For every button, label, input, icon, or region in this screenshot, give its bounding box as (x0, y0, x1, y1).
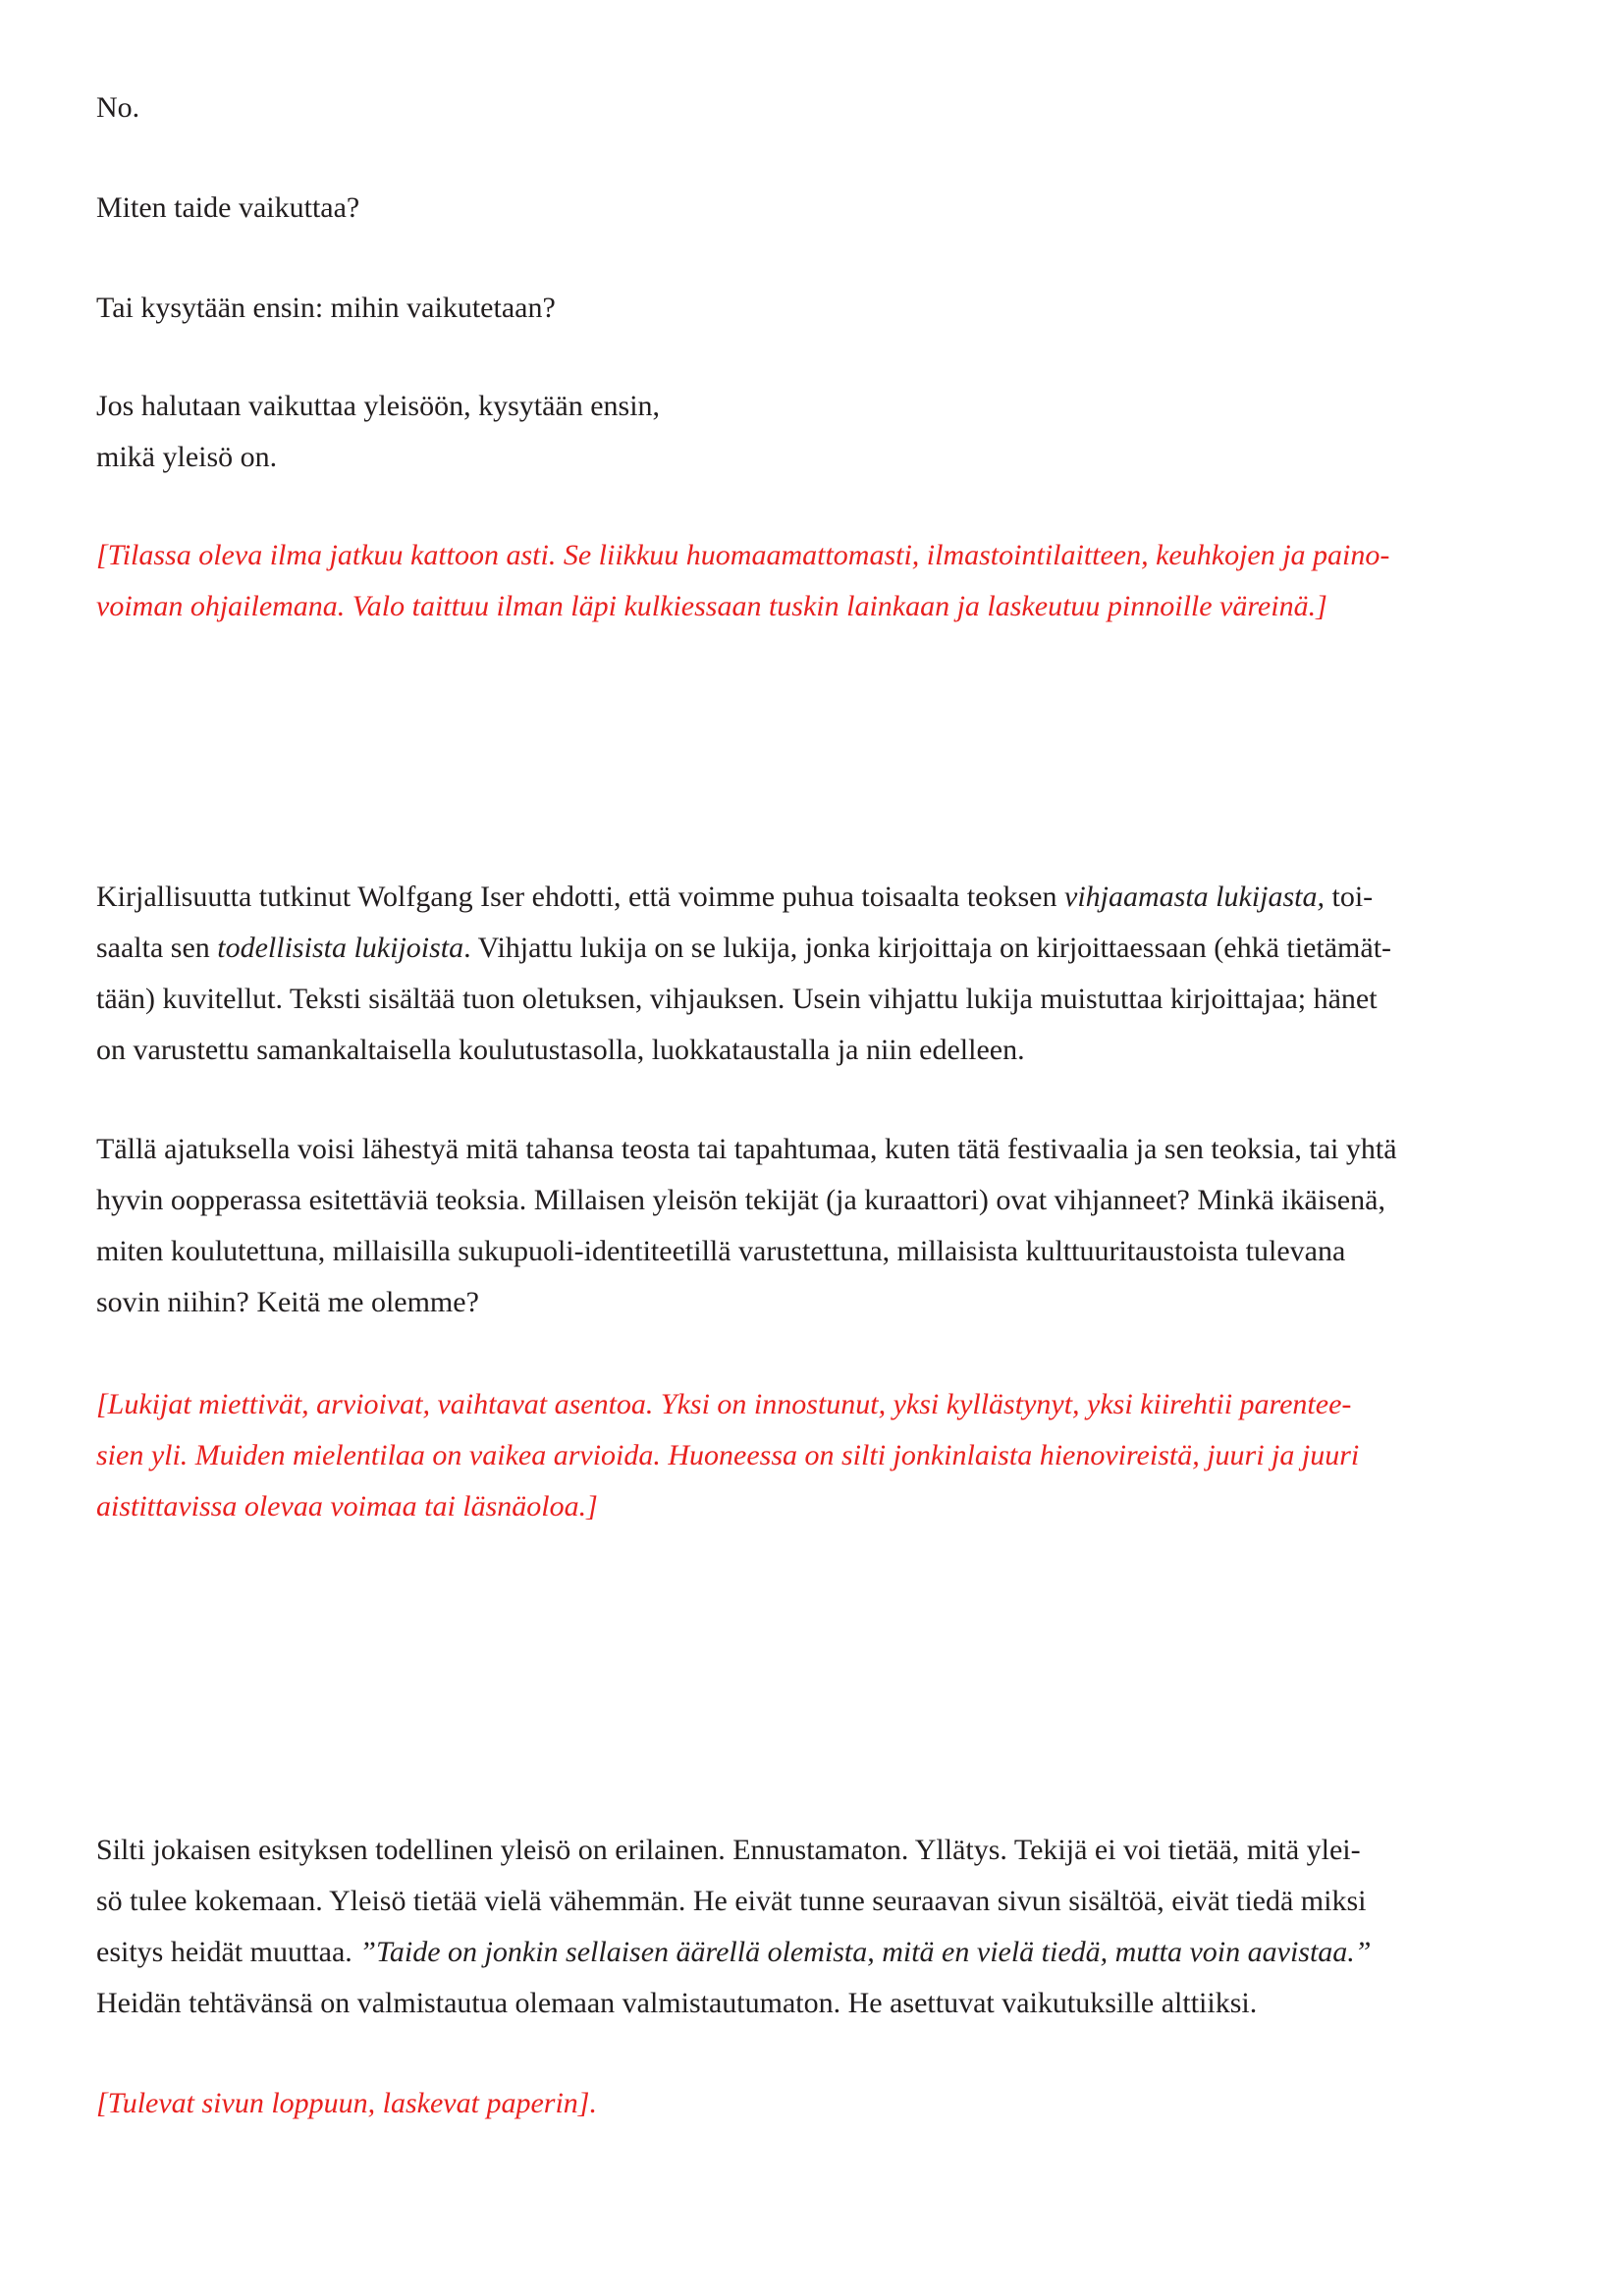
text-line (96, 530, 1565, 581)
text-line (96, 1175, 1565, 1226)
text-line (96, 183, 1565, 234)
text-segment: Silti jokaisen esityksen todellinen yleisö on erilainen. Ennustamaton. Yllätys. Tekijä ei voi tietää, mitä ylei- (96, 1834, 1361, 1866)
text-segment: miten koulutettuna, millaisilla sukupuoli-identiteetillä varustettuna, millaisista kulttuuritaustoista tulevana (96, 1235, 1346, 1267)
text-line (96, 2078, 1565, 2129)
text-line (96, 872, 1565, 923)
paragraph (96, 82, 1565, 133)
paragraph (96, 381, 1565, 483)
text-segment: sö tulee kokemaan. Yleisö tietää vielä vähemmän. He eivät tunne seuraavan sivun sisältöä, eivät tiedä miksi (96, 1885, 1367, 1917)
text-line (96, 1124, 1565, 1175)
text-line (96, 283, 1565, 334)
paragraph (96, 183, 1565, 234)
text-segment: [Tilassa oleva ilma jatkuu kattoon asti. Se liikkuu huomaamattomasti, ilmastointilaitteen, keuhkojen ja paino- (96, 539, 1390, 571)
text-segment: mikä yleisö on. (96, 441, 278, 473)
text-segment: Miten taide vaikuttaa? (96, 191, 360, 224)
text-line (96, 1277, 1565, 1328)
text-segment: sien yli. Muiden mielentilaa on vaikea arvioida. Huoneessa on silti jonkinlaista hienovireistä, juuri ja juuri (96, 1439, 1360, 1471)
text-segment: esitys heidät muuttaa. (96, 1936, 360, 1968)
text-segment: hyvin oopperassa esitettäviä teoksia. Millaisen yleisön tekijät (ja kuraattori) ovat vihjanneet? Minkä ikäisenä, (96, 1184, 1385, 1216)
text-line (96, 1927, 1565, 1978)
text-line (96, 381, 1565, 432)
emphasized-text-segment: vihjaamasta lukijasta, (1064, 881, 1325, 913)
text-segment: Kirjallisuutta tutkinut Wolfgang Iser ehdotti, että voimme puhua toisaalta teoksen (96, 881, 1064, 913)
text-segment: [Lukijat miettivät, arvioivat, vaihtavat asentoa. Yksi on innostunut, yksi kyllästynyt, yksi kiirehtii parentee- (96, 1388, 1352, 1420)
text-segment: Jos halutaan vaikuttaa yleisöön, kysytään ensin, (96, 390, 661, 422)
paragraph (96, 1825, 1565, 2029)
paragraph (96, 283, 1565, 334)
text-line (96, 1025, 1565, 1076)
text-segment: Heidän tehtävänsä on valmistautua olemaan valmistautumaton. He asettuvat vaikutuksille alttiiksi. (96, 1987, 1258, 2019)
emphasized-text-segment: ”Taide on jonkin sellaisen äärellä olemista, mitä en vielä tiedä, mutta voin aavistaa.” (359, 1936, 1372, 1968)
text-line (96, 581, 1565, 632)
paragraph (96, 872, 1565, 1076)
stage-direction (96, 1379, 1565, 1532)
paragraph (96, 1124, 1565, 1328)
text-segment: toi- (1325, 881, 1374, 913)
text-line (96, 1978, 1565, 2029)
text-segment: [Tulevat sivun loppuun, laskevat paperin]. (96, 2087, 597, 2119)
text-segment: . Vihjattu lukija on se lukija, jonka kirjoittaja on kirjoittaessaan (ehkä tietämät- (463, 932, 1392, 964)
text-segment: Tai kysytään ensin: mihin vaikutetaan? (96, 292, 556, 324)
text-blocks-container (96, 82, 1565, 2129)
text-line (96, 432, 1565, 483)
text-line (96, 1876, 1565, 1927)
text-segment: on varustettu samankaltaisella koulutustasolla, luokkataustalla ja niin edelleen. (96, 1034, 1025, 1066)
text-segment: tään) kuvitellut. Teksti sisältää tuon oletuksen, vihjauksen. Usein vihjattu lukija muistuttaa kirjoittajaa; hänet (96, 983, 1378, 1015)
stage-direction (96, 530, 1565, 632)
emphasized-text-segment: todellisista lukijoista (217, 932, 464, 964)
text-line (96, 1825, 1565, 1876)
text-segment: aistittavissa olevaa voimaa tai läsnäoloa.] (96, 1490, 598, 1522)
stage-direction (96, 2078, 1565, 2129)
text-line (96, 1379, 1565, 1430)
text-line (96, 974, 1565, 1025)
text-segment: saalta sen (96, 932, 218, 964)
text-segment: sovin niihin? Keitä me olemme? (96, 1286, 479, 1318)
text-line (96, 1430, 1565, 1481)
text-line (96, 1226, 1565, 1277)
text-segment: Tällä ajatuksella voisi lähestyä mitä tahansa teosta tai tapahtumaa, kuten tätä festivaalia ja sen teoksia, tai yhtä (96, 1133, 1397, 1165)
text-line (96, 923, 1565, 974)
text-segment: voiman ohjailemana. Valo taittuu ilman läpi kulkiessaan tuskin lainkaan ja laskeutuu pinnoille väreinä.] (96, 590, 1327, 622)
text-line (96, 82, 1565, 133)
text-line (96, 1481, 1565, 1532)
text-segment: No. (96, 91, 140, 124)
